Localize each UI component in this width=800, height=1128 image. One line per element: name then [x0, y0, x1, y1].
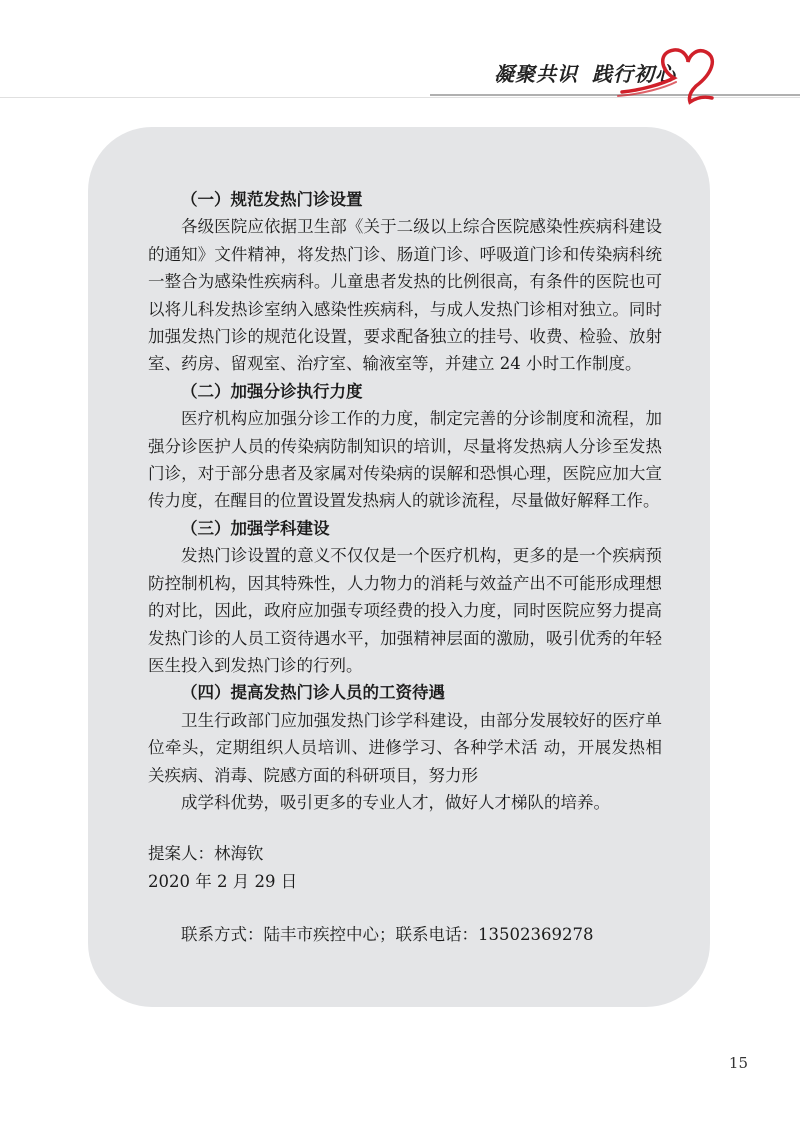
- heart-ribbon-icon: [612, 40, 722, 110]
- section-4-heading: （四）提高发热门诊人员的工资待遇: [181, 683, 445, 703]
- contact-info: 联系方式：陆丰市疾控中心；联系电话：13502369278: [181, 925, 594, 945]
- section-2-heading: （二）加强分诊执行力度: [181, 381, 363, 401]
- page-header: [0, 0, 800, 110]
- section-1-heading: （一）规范发热门诊设置: [181, 190, 363, 209]
- section-4-body-cont: 成学科优势，吸引更多的专业人才，做好人才梯队的培养。: [181, 792, 610, 812]
- page-number: 15: [728, 1054, 748, 1072]
- section-3-body: 发热门诊设置的意义不仅仅是一个医疗机构，更多的是一个疾病预防控制机构，因其特殊性，人力物力的消耗与效益产出不可能形成理想的对比，因此，政府应加强专项经费的投入力度，同时医院应努力提高发热门诊的人员工资待遇水平，加强精神层面的激励，吸引优秀的年轻医生投入到发热门诊的行列。: [148, 546, 662, 675]
- slogan-part2: 践行初心: [592, 62, 676, 86]
- section-1-body: 各级医院应依据卫生部《关于二级以上综合医院感染性疾病科建设的通知》文件精神，将发热门诊、肠道门诊、呼吸道门诊和传染病科统一整合为感染性疾病科。儿童患者发热的比例很高，有条件的医院也可以将儿科发热诊室纳入感染性疾病科，与成人发热门诊相对独立。同时加强发热门诊的规范化设置，要求配备独立的挂号、收费、检验、放射室、药房、留观室、治疗室、输液室等，并建立 24 小时工作制度。: [148, 217, 662, 374]
- section-3-heading: （三）加强学科建设: [181, 518, 330, 538]
- article-body: [148, 186, 662, 949]
- section-2-body: 医疗机构应加强分诊工作的力度，制定完善的分诊制度和流程，加强分诊医护人员的传染病防制知识的培训，尽量将发热病人分诊至发热门诊，对于部分患者及家属对传染病的误解和恐惧心理，医院应加大宣传力度，在醒目的位置设置发热病人的就诊流程，尽量做好解释工作。: [148, 409, 662, 511]
- date: 2020 年 2 月 29 日: [148, 871, 298, 891]
- section-4-body: 卫生行政部门应加强发热门诊学科建设，由部分发展较好的医疗单位牵头，定期组织人员培训、进修学习、各种学术活 动，开展发热相关疾病、消毒、院感方面的科研项目，努力形: [148, 710, 662, 785]
- slogan-part1: 凝聚共识: [494, 62, 578, 86]
- proposer: 提案人：林海钦: [148, 844, 264, 864]
